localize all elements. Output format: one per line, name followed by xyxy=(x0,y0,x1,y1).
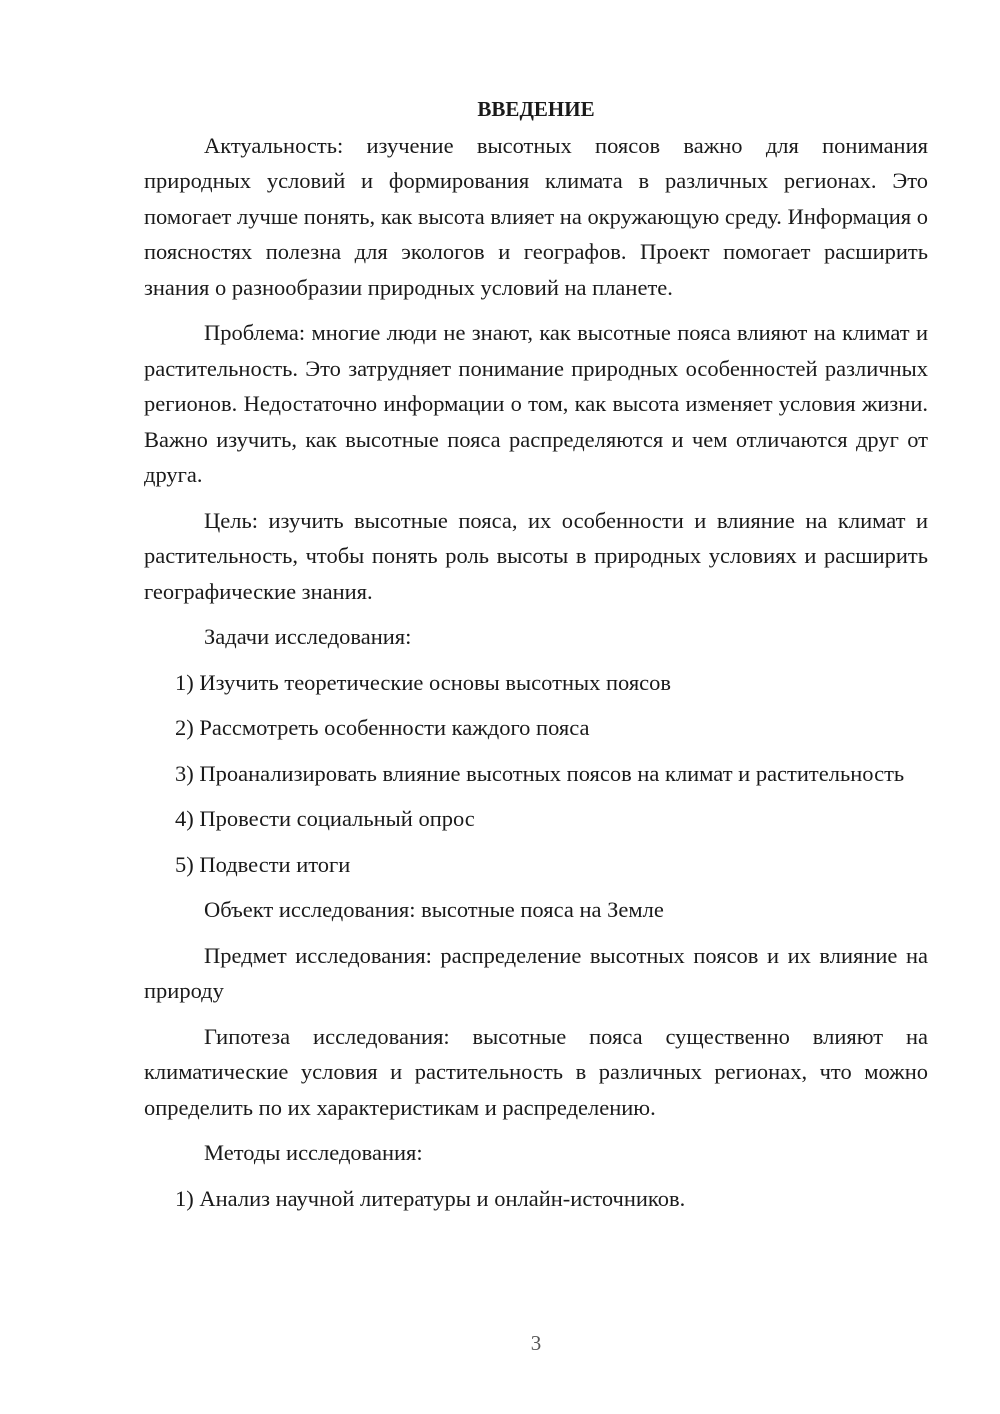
tasks-heading: Задачи исследования: xyxy=(204,624,412,649)
task-item-5: 5) Подвести итоги xyxy=(175,851,351,877)
task-item-3: 3) Проанализировать влияние высотных поясов на климат и растительность xyxy=(175,760,905,786)
research-hypothesis: Гипотеза исследования: высотные пояса существенно влияют на климатические условия и растительность в различных регионах, что можно определить по их характеристикам и распределению. xyxy=(144,1023,928,1120)
research-object: Объект исследования: высотные пояса на Земле xyxy=(204,897,664,922)
problem-paragraph: Проблема: многие люди не знают, как высотные пояса влияют на климат и растительность. Это затрудняет понимание природных особенностей различных регионов. Недостаточно информации о том, как высота изменяет условия жизни. Важно изучить, как высотные пояса распределяются и чем отличаются друг от друга. xyxy=(144,320,928,487)
research-subject: Предмет исследования: распределение высотных поясов и их влияние на природу xyxy=(144,942,928,1003)
methods-heading: Методы исследования: xyxy=(204,1140,423,1165)
relevance-paragraph: Актуальность: изучение высотных поясов важно для понимания природных условий и формирования климата в различных регионах. Это помогает лучше понять, как высота влияет на окружающую среду. Информация о поясностях полезна для экологов и географов. Проект помогает расширить знания о разнообразии природных условий на планете. xyxy=(144,132,928,300)
goal-paragraph: Цель: изучить высотные пояса, их особенности и влияние на климат и растительность, чтобы понять роль высоты в природных условиях и расширить географические знания. xyxy=(144,507,928,604)
method-item-1: 1) Анализ научной литературы и онлайн-источников. xyxy=(175,1185,686,1211)
page-title: ВВЕДЕНИЕ xyxy=(477,97,595,121)
task-item-4: 4) Провести социальный опрос xyxy=(175,806,475,831)
page-content xyxy=(144,92,928,1226)
task-item-1: 1) Изучить теоретические основы высотных поясов xyxy=(175,669,672,695)
task-item-2: 2) Рассмотреть особенности каждого пояса xyxy=(175,715,590,740)
page-number: 3 xyxy=(530,1331,542,1355)
